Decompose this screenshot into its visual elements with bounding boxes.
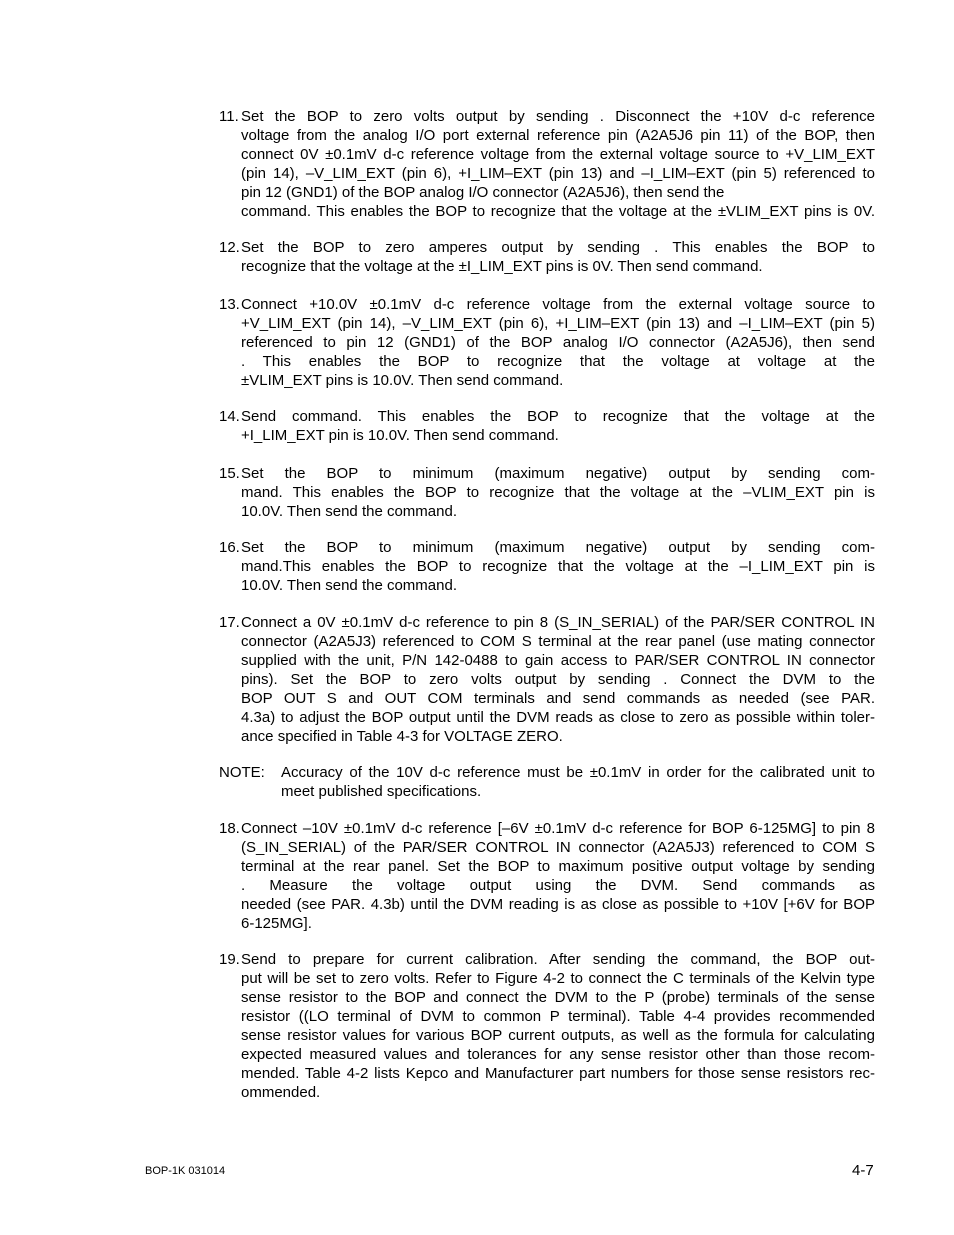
step-text-line: voltage from the analog I/O port external reference pin (A2A5J6 pin 11) of the BOP, then: [241, 127, 875, 144]
step-number: 14.: [219, 408, 240, 425]
step-text-line: supplied with the unit, P/N 142-0488 to gain access to PAR/SER CONTROL IN connector: [241, 652, 875, 669]
step-text-line: 4.3a) to adjust the BOP output until the DVM reads as close to zero as possible within toler-: [241, 709, 875, 726]
step-text-line: Set the BOP to minimum (maximum negative) output by sending com-: [241, 465, 875, 482]
step-text-line: pins). Set the BOP to zero volts output by sending . Connect the DVM to the: [241, 671, 875, 688]
step-text-line: +I_LIM_EXT pin is 10.0V. Then send command.: [241, 427, 559, 444]
step-number: 12.: [219, 239, 240, 256]
step-text-line: Connect –10V ±0.1mV d-c reference [–6V ±0.1mV d-c reference for BOP 6-125MG] to pin 8: [241, 820, 875, 837]
step-text-line: referenced to pin 12 (GND1) of the BOP analog I/O connector (A2A5J6), then send: [241, 334, 875, 351]
step-text-line: sense resistor values for various BOP current outputs, as well as the formula for calculating: [241, 1027, 875, 1044]
page-number: 4-7: [852, 1162, 874, 1179]
step-text-line: ance specified in Table 4-3 for VOLTAGE ZERO.: [241, 728, 563, 745]
step-number: 16.: [219, 539, 240, 556]
step-text-line: Set the BOP to zero amperes output by sending . This enables the BOP to: [241, 239, 875, 256]
note-text-line: Accuracy of the 10V d-c reference must be ±0.1mV in order for the calibrated unit to: [281, 764, 875, 781]
step-text-line: connector (A2A5J3) referenced to COM S terminal at the rear panel (use mating connector: [241, 633, 875, 650]
step-text-line: put will be set to zero volts. Refer to Figure 4-2 to connect the C terminals of the Kelvin type: [241, 970, 875, 987]
step-text-line: sense resistor to the BOP and connect the DVM to the P (probe) terminals of the sense: [241, 989, 875, 1006]
note-label: NOTE:: [219, 764, 265, 781]
step-text-line: mended. Table 4-2 lists Kepco and Manufacturer part numbers for those sense resistors rec-: [241, 1065, 875, 1082]
step-text-line: +V_LIM_EXT (pin 14), –V_LIM_EXT (pin 6), +I_LIM–EXT (pin 13) and –I_LIM–EXT (pin 5): [241, 315, 875, 332]
step-number: 19.: [219, 951, 240, 968]
step-text-line: resistor ((LO terminal of DVM to common P terminal). Table 4-4 provides recommended: [241, 1008, 875, 1025]
step-number: 13.: [219, 296, 240, 313]
step-text-line: terminal at the rear panel. Set the BOP to maximum positive output voltage by sending: [241, 858, 875, 875]
step-text-line: expected measured values and tolerances for any sense resistor other than those recom-: [241, 1046, 875, 1063]
note-text-line: meet published specifications.: [281, 783, 482, 800]
step-text-line: ommended.: [241, 1084, 321, 1101]
step-text-line: . This enables the BOP to recognize that the voltage at voltage at the: [241, 353, 875, 370]
step-text-line: pin 12 (GND1) of the BOP analog I/O connector (A2A5J6), then send the: [241, 184, 725, 201]
step-text-line: mand. This enables the BOP to recognize that the voltage at the –VLIM_EXT pin is: [241, 484, 875, 501]
step-text-line: ±VLIM_EXT pins is 10.0V. Then send command.: [241, 372, 564, 389]
step-number: 17.: [219, 614, 240, 631]
step-text-line: (S_IN_SERIAL) of the PAR/SER CONTROL IN connector (A2A5J3) referenced to COM S: [241, 839, 875, 856]
step-text-line: BOP OUT S and OUT COM terminals and send commands as needed (see PAR.: [241, 690, 875, 707]
step-text-line: Set the BOP to minimum (maximum negative) output by sending com-: [241, 539, 875, 556]
step-text-line: (pin 14), –V_LIM_EXT (pin 6), +I_LIM–EXT (pin 13) and –I_LIM–EXT (pin 5) referenced to: [241, 165, 875, 182]
step-text-line: . Measure the voltage output using the DVM. Send commands as: [241, 877, 875, 894]
step-number: 15.: [219, 465, 240, 482]
step-text-line: recognize that the voltage at the ±I_LIM_EXT pins is 0V. Then send command.: [241, 258, 763, 275]
step-text-line: Connect +10.0V ±0.1mV d-c reference voltage from the external voltage source to: [241, 296, 875, 313]
step-text-line: Connect a 0V ±0.1mV d-c reference to pin 8 (S_IN_SERIAL) of the PAR/SER CONTROL IN: [241, 614, 875, 631]
step-text-line: Send command. This enables the BOP to recognize that the voltage at the: [241, 408, 875, 425]
step-text-line: Set the BOP to zero volts output by sending . Disconnect the +10V d-c reference: [241, 108, 875, 125]
footer-doc-id: BOP-1K 031014: [145, 1165, 226, 1177]
step-text-line: 10.0V. Then send the command.: [241, 503, 457, 520]
step-text-line: 10.0V. Then send the command.: [241, 577, 457, 594]
step-number: 11.: [219, 108, 239, 125]
step-text-line: 6-125MG].: [241, 915, 312, 932]
step-text-line: mand.This enables the BOP to recognize that the voltage at the –I_LIM_EXT pin is: [241, 558, 875, 575]
step-text-line: needed (see PAR. 4.3b) until the DVM reading is as close as possible to +10V [+6V for BOP: [241, 896, 875, 913]
step-number: 18.: [219, 820, 240, 837]
step-text-line: connect 0V ±0.1mV d-c reference voltage from the external voltage source to +V_LIM_EXT: [241, 146, 875, 163]
step-text-line: command. This enables the BOP to recognize that the voltage at the ±VLIM_EXT pins is 0V.: [241, 203, 875, 220]
step-text-line: Send to prepare for current calibration. After sending the command, the BOP out-: [241, 951, 875, 968]
